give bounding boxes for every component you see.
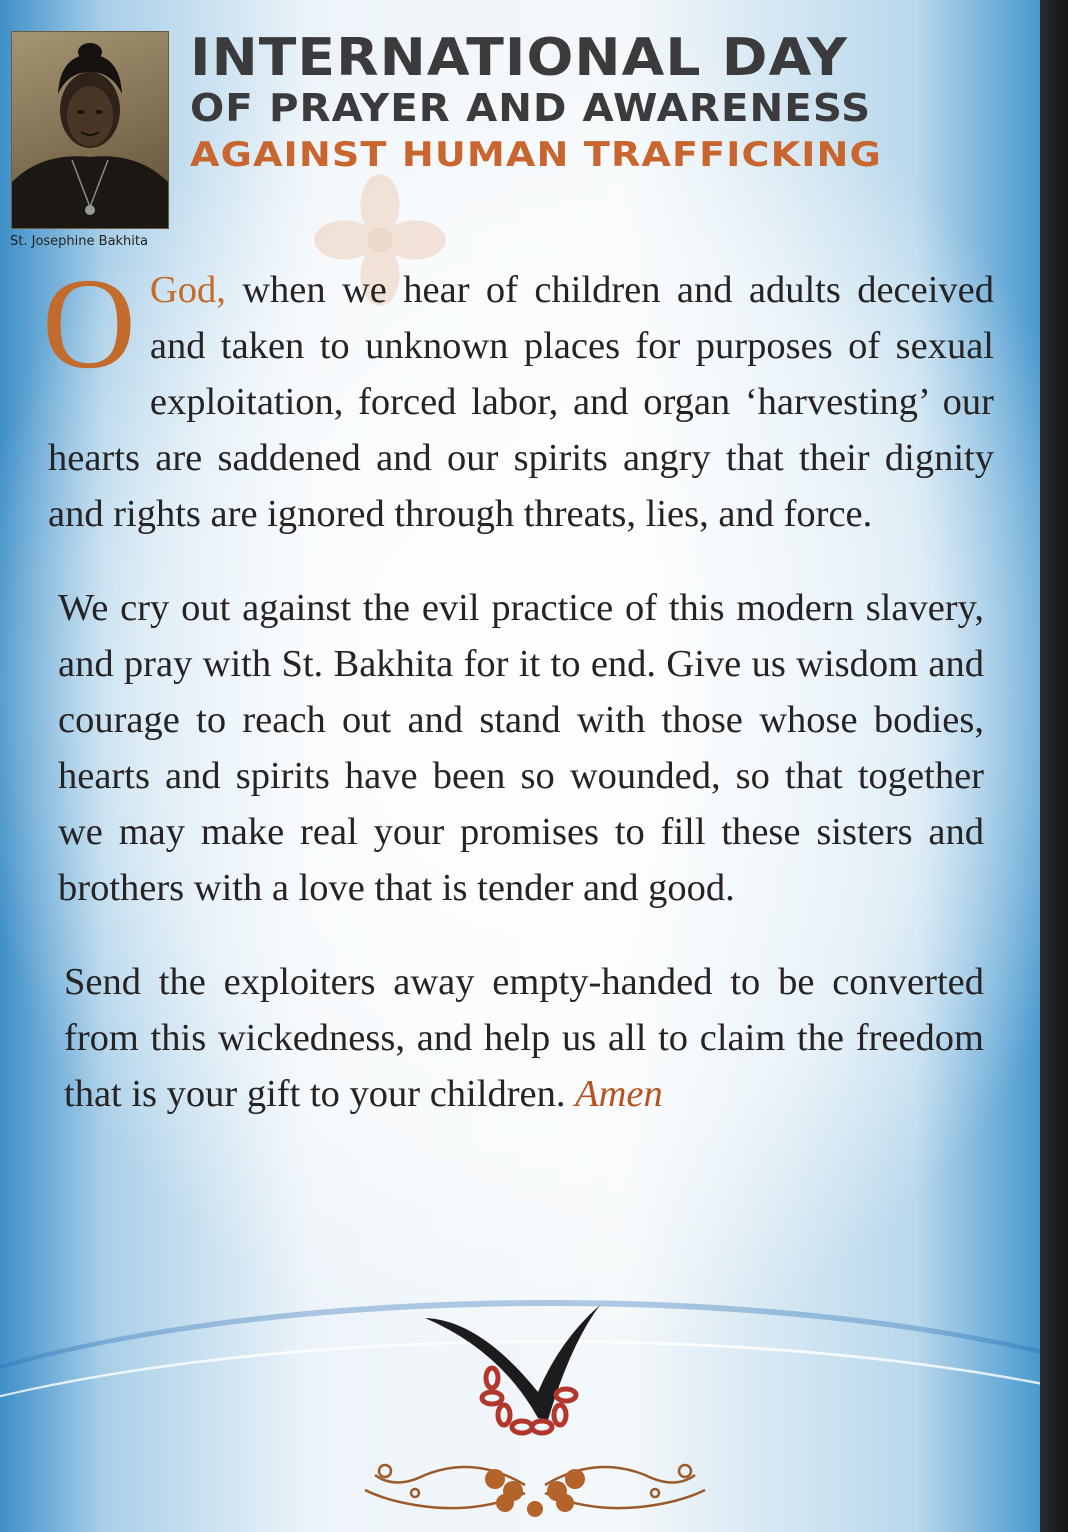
drop-cap: O [42,252,136,396]
checkmark-chain-logo-icon [420,1300,610,1450]
photo-caption: St. Josephine Bakhita [10,234,148,249]
floral-ornament-icon [355,1445,715,1525]
prayer-paragraph-2: We cry out against the evil practice of this modern slavery, and pray with St. Bakhita for it to end. Give us wisdom and courage to reach out and stand with those whose bodies, hearts and spirits have been so wounded, so that together we may make real your promises to fill these sisters and brothers with a love that is tender and good. [58,587,984,909]
prayer-text [42,252,994,1160]
title-line-3: AGAINST HUMAN TRAFFICKING [190,135,882,175]
paragraph-1-text: when we hear of children and adults deceived and taken to unknown places for purposes of sexual exploitation, forced labor, and organ ‘harvesting’ our hearts are saddened and our spirits angry that their dignity and rights are ignored through threats, lies, and force. [48,269,994,535]
card-edge-shadow [1040,0,1068,1532]
amen: Amen [575,1073,663,1115]
paragraph-3-text: Send the exploiters away empty-handed to be converted from this wickedness, and help us all to claim the freedom that is your gift to your children. [64,961,984,1115]
prayer-paragraph-3 [48,954,984,1122]
title-line-1: INTERNATIONAL DAY [190,28,848,88]
opening-word: God, [149,269,226,311]
prayer-paragraph-1 [42,252,994,542]
portrait-photo [12,32,168,228]
title-line-2: OF PRAYER AND AWARENESS [190,86,872,130]
